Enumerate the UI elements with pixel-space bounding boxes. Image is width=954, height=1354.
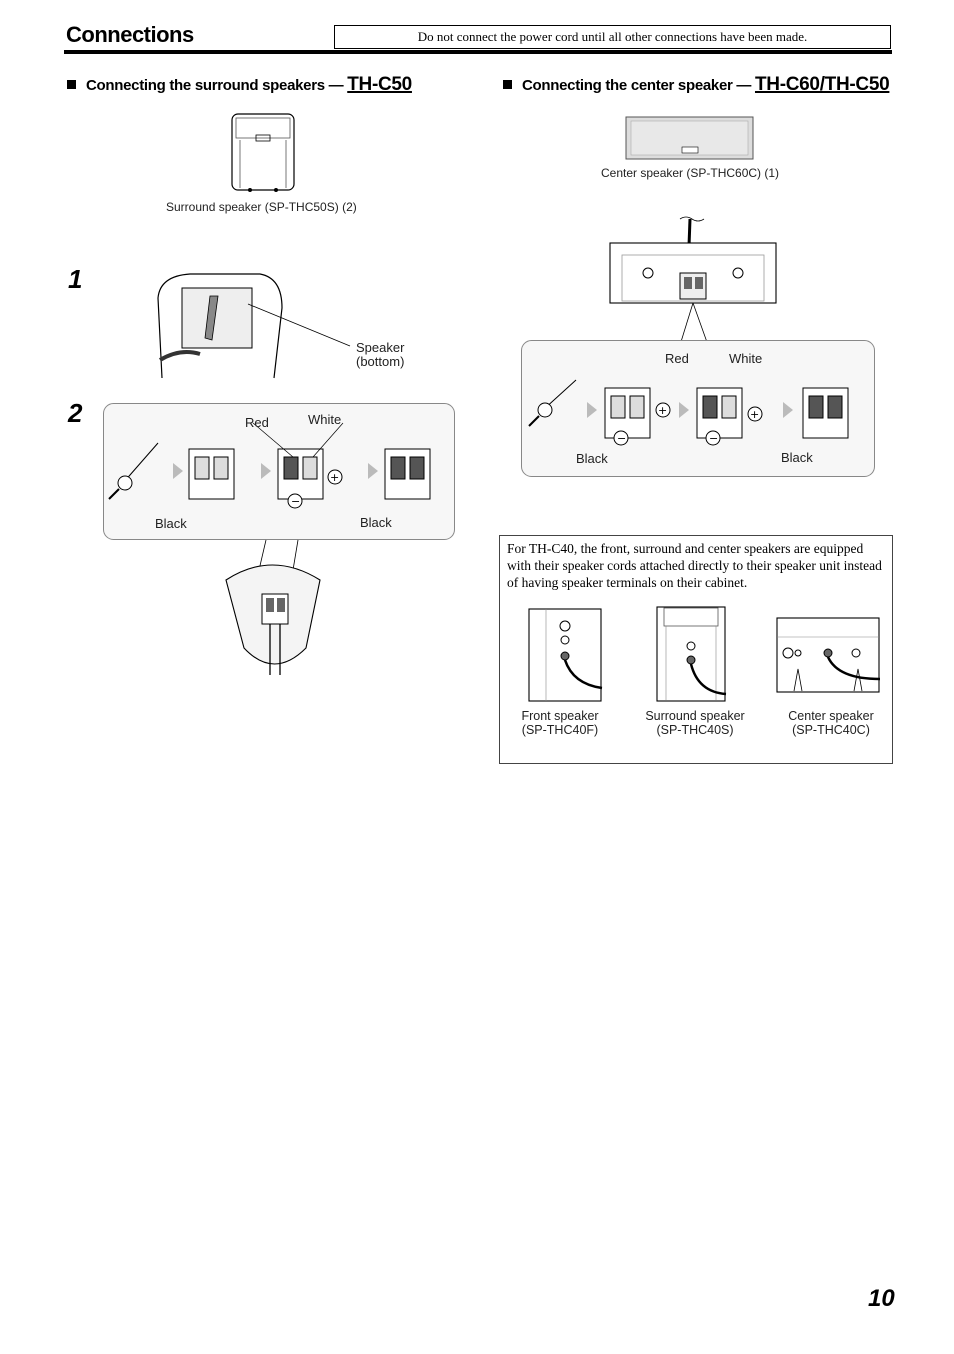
surround-speaker-caption: Surround speaker (SP-THC50S) (2): [166, 200, 357, 214]
page-number: 10: [868, 1285, 895, 1312]
step-1-number: 1: [68, 264, 83, 294]
center-speaker-c40-label: Center speaker: [788, 709, 874, 723]
surround-label-black-left: Black: [155, 516, 187, 531]
surround-heading-text: Connecting the surround speakers —: [86, 77, 344, 94]
center-label-white: White: [729, 351, 763, 366]
surround-c40-speaker-illustration: [656, 606, 728, 704]
svg-text:+: +: [658, 404, 668, 417]
bullet-icon: [67, 80, 76, 89]
speaker-bottom-illustration: [150, 268, 290, 380]
center-label-black-right: Black: [781, 450, 813, 465]
center-label-red: Red: [665, 351, 689, 366]
surround-label-black-right: Black: [360, 515, 392, 530]
svg-text:−: −: [291, 495, 301, 508]
front-speaker-label: Front speaker: [521, 709, 599, 723]
center-terminal-panel: [521, 340, 875, 478]
section-title: Connections: [66, 22, 194, 47]
front-speaker-model: (SP-THC40F): [521, 723, 599, 737]
warning-notice: Do not connect the power cord until all other connections have been made.: [334, 25, 891, 49]
th-c40-note-text: For TH-C40, the front, surround and center speakers are equipped with their speaker cords attached directly to their speaker unit instead of having speaker terminals on their cabinet.: [507, 541, 882, 590]
speaker-bottom-label: Speaker: [356, 340, 405, 355]
center-model: TH-C60/TH-C50: [754, 74, 890, 95]
svg-text:−: −: [617, 432, 627, 445]
center-heading-text: Connecting the center speaker —: [522, 77, 752, 94]
speaker-bottom-label-2: (bottom): [356, 354, 405, 369]
center-speaker-c40-model: (SP-THC40C): [792, 723, 870, 737]
center-c40-speaker-illustration: [776, 617, 882, 695]
center-label-black-left: Black: [576, 451, 608, 466]
surround-speaker-c40-caption: [636, 709, 754, 737]
surround-heading: [67, 74, 412, 96]
surround-speaker-illustration: [228, 110, 298, 195]
center-rear-illustration: [608, 215, 778, 340]
center-heading: [503, 74, 889, 96]
center-speaker-caption: Center speaker (SP-THC60C) (1): [601, 166, 780, 180]
header-rule: [64, 50, 892, 54]
bullet-icon: [503, 80, 512, 89]
svg-text:+: +: [330, 471, 340, 484]
front-speaker-illustration: [528, 608, 604, 704]
svg-text:−: −: [709, 432, 719, 445]
step-2-number: 2: [68, 398, 83, 428]
svg-text:+: +: [750, 408, 760, 421]
center-speaker-c40-caption: [776, 709, 886, 737]
surround-label-red: Red: [245, 415, 269, 430]
surround-rear-illustration: [222, 540, 326, 682]
surround-model: TH-C50: [347, 74, 412, 95]
front-speaker-caption: [506, 709, 614, 737]
surround-label-white: White: [308, 412, 342, 427]
center-speaker-illustration: [625, 115, 755, 165]
surround-speaker-c40-label: Surround speaker: [645, 709, 745, 723]
surround-speaker-c40-model: (SP-THC40S): [656, 723, 734, 737]
